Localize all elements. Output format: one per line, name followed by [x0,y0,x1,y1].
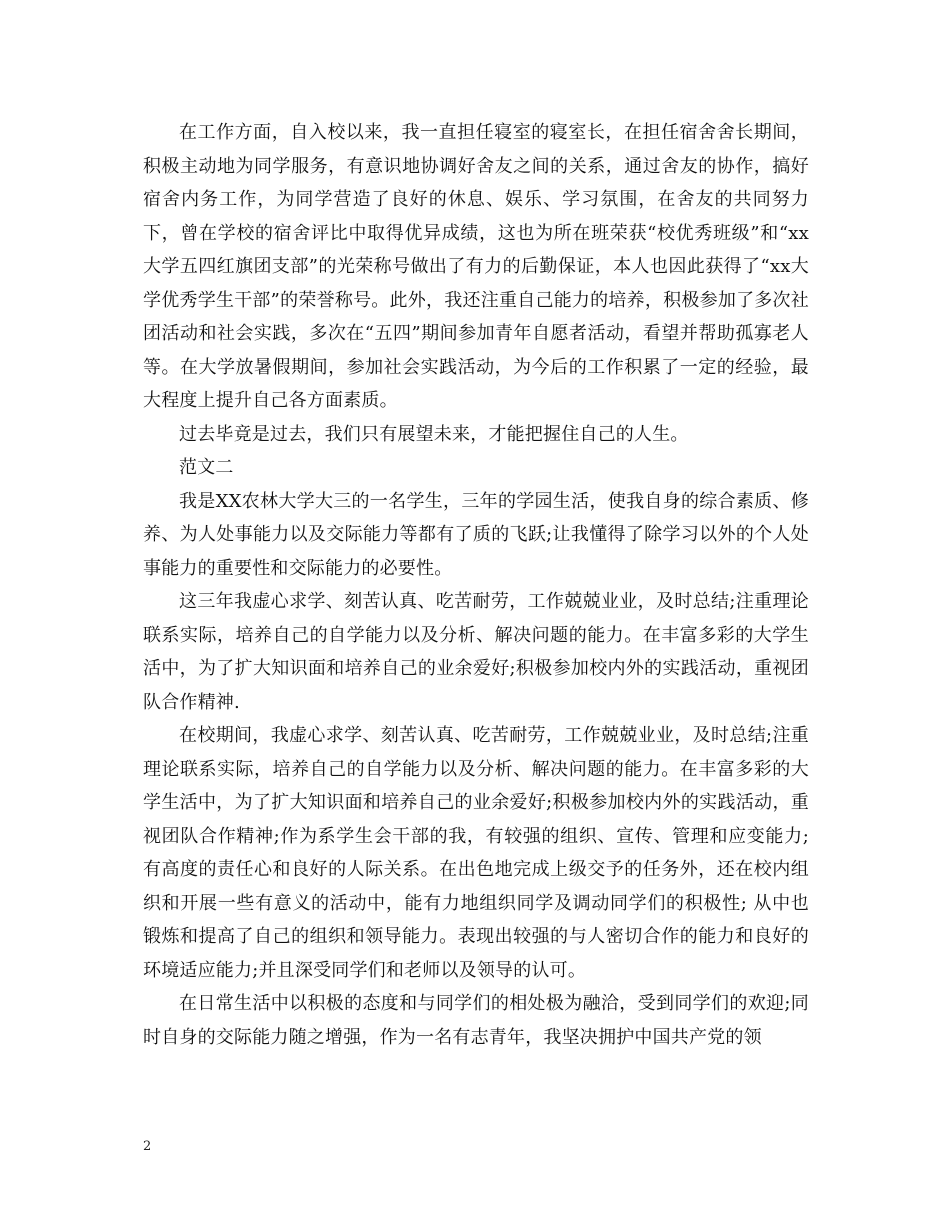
document-body [143,116,809,1054]
paragraph-school-period: 在校期间，我虚心求学、刻苦认真、吃苦耐劳，工作兢兢业业，及时总结;注重理论联系实际，培养自己的自学能力以及分析、解决问题的能力。在丰富多彩的大学生活中，为了扩大知识面和培养自己的业余爱好;积极参加校内外的实践活动，重视团队合作精神;作为系学生会干部的我，有较强的组织、宣传、管理和应变能力;有高度的责任心和良好的人际关系。在出色地完成上级交予的任务外，还在校内组织和开展一些有意义的活动中，能有力地组织同学及调动同学们的积极性; 从中也锻炼和提高了自己的组织和领导能力。表现出较强的与人密切合作的能力和良好的环境适应能力;并且深受同学们和老师以及领导的认可。 [143,725,809,981]
paragraph-past-future: 过去毕竟是过去，我们只有展望未来，才能把握住自己的人生。 [179,423,689,445]
paragraph-work-dorm: 在工作方面，自入校以来，我一直担任寝室的寝室长，在担任宿舍舍长期间，积极主动地为同学服务，有意识地协调好舍友之间的关系，通过舍友的协作，搞好宿舍内务工作，为同学营造了良好的休息、娱乐、学习氛围，在舍友的共同努力下，曾在学校的宿舍评比中取得优异成绩，这也为所在班荣获“校优秀班级”和“xx大学五四红旗团支部”的光荣称号做出了有力的后勤保证，本人也因此获得了“xx大学优秀学生干部”的荣誉称号。此外，我还注重自己能力的培养，积极参加了多次社团活动和社会实践，多次在“五四”期间参加青年自愿者活动，看望并帮助孤寡老人等。在大学放暑假期间，参加社会实践活动，为今后的工作积累了一定的经验，最大程度上提升自己各方面素质。 [143,122,809,411]
paragraph-three-years: 这三年我虚心求学、刻苦认真、吃苦耐劳，工作兢兢业业，及时总结;注重理论联系实际，培养自己的自学能力以及分析、解决问题的能力。在丰富多彩的大学生活中，为了扩大知识面和培养自己的业余爱好;积极参加校内外的实践活动，重视团队合作精神. [143,591,809,713]
paragraph-self-intro: 我是XX农林大学大三的一名学生，三年的学园生活，使我自身的综合素质、修养、为人处事能力以及交际能力等都有了质的飞跃;让我懂得了除学习以外的个人处事能力的重要性和交际能力的必要性。 [143,490,809,579]
page-number: 2 [143,1139,152,1154]
section-heading-sample-two: 范文二 [179,457,234,478]
paragraph-daily-life: 在日常生活中以积极的态度和与同学们的相处极为融洽，受到同学们的欢迎;同时自身的交际能力随之增强，作为一名有志青年，我坚决拥护中国共产党的领 [143,993,809,1048]
